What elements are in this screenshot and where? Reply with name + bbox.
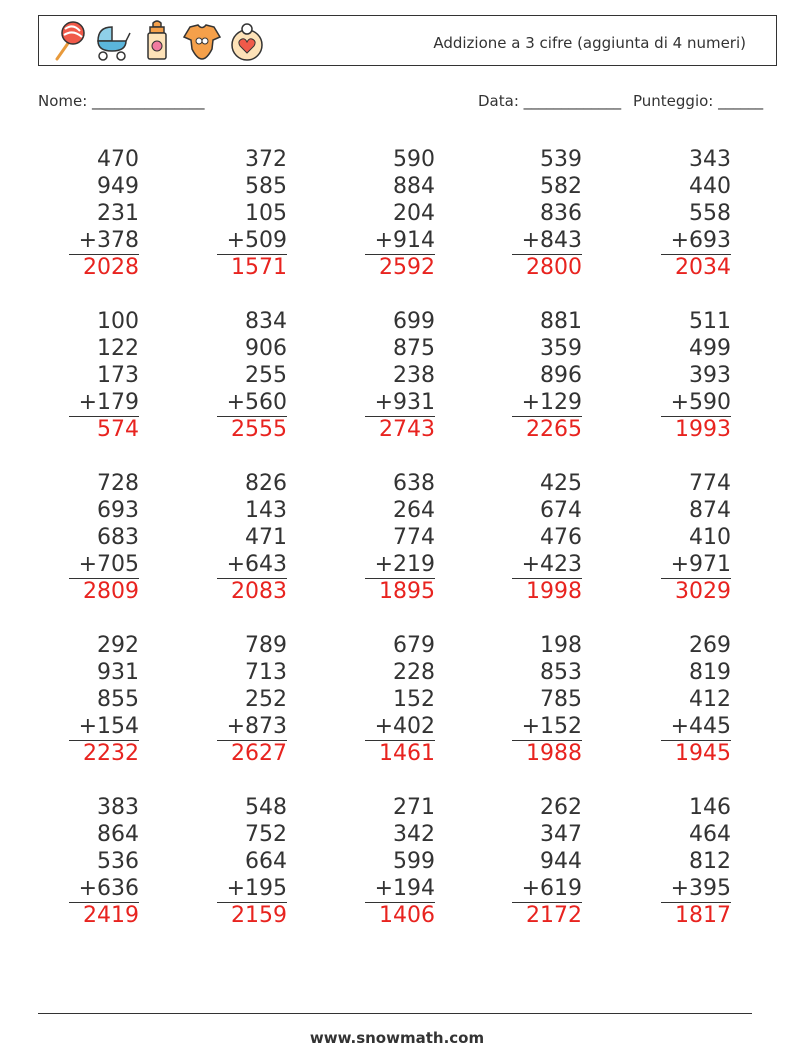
problem-addend: 412 (689, 687, 731, 712)
name-field: Nome: _______________ (38, 92, 205, 110)
problem-addend: 881 (540, 309, 582, 334)
problem-addend: 884 (393, 174, 435, 199)
problem-addend: 599 (393, 849, 435, 874)
addition-problem (217, 632, 287, 767)
problem-answer: 1945 (661, 740, 731, 767)
addition-problem (512, 308, 582, 443)
problem-addend: 826 (245, 471, 287, 496)
problem-addend: +445 (670, 714, 731, 739)
footer-divider (38, 1013, 752, 1014)
problem-addend: 864 (97, 822, 139, 847)
baby-onesie-icon (182, 19, 222, 63)
problem-addend: 372 (245, 147, 287, 172)
problem-addend: +219 (374, 552, 435, 577)
problem-answer: 1461 (365, 740, 435, 767)
addition-problem (217, 470, 287, 605)
problem-addend: 343 (689, 147, 731, 172)
problem-addend: 252 (245, 687, 287, 712)
problem-answer: 2034 (661, 254, 731, 281)
problem-addend: 100 (97, 309, 139, 334)
problem-addend: +619 (521, 876, 582, 901)
problem-addend: 944 (540, 849, 582, 874)
footer-website: www.snowmath.com (309, 1029, 485, 1047)
problem-addend: +402 (374, 714, 435, 739)
problem-addend: 292 (97, 633, 139, 658)
addition-problem (217, 308, 287, 443)
problem-addend: 785 (540, 687, 582, 712)
problem-addend: 931 (97, 660, 139, 685)
problem-answer: 2800 (512, 254, 582, 281)
lollipop-icon (47, 19, 87, 63)
addition-problem (512, 794, 582, 929)
addition-problem (69, 794, 139, 929)
problem-addend: 855 (97, 687, 139, 712)
problem-addend: 238 (393, 363, 435, 388)
problem-addend: 204 (393, 201, 435, 226)
problem-addend: 896 (540, 363, 582, 388)
addition-problem (661, 794, 731, 929)
addition-problem (365, 794, 435, 929)
problem-answer: 2592 (365, 254, 435, 281)
problem-addend: +590 (670, 390, 731, 415)
problem-addend: 464 (689, 822, 731, 847)
problem-addend: 122 (97, 336, 139, 361)
problem-addend: 539 (540, 147, 582, 172)
problem-addend: 693 (97, 498, 139, 523)
problem-addend: 393 (689, 363, 731, 388)
problem-addend: 812 (689, 849, 731, 874)
problem-addend: 789 (245, 633, 287, 658)
problem-addend: 699 (393, 309, 435, 334)
problem-addend: +873 (226, 714, 287, 739)
problem-addend: +378 (78, 228, 139, 253)
problem-addend: +509 (226, 228, 287, 253)
problem-addend: +179 (78, 390, 139, 415)
problem-answer: 3029 (661, 578, 731, 605)
worksheet-title: Addizione a 3 cifre (aggiunta di 4 numeri) (433, 34, 746, 52)
problem-addend: 269 (689, 633, 731, 658)
problem-addend: +129 (521, 390, 582, 415)
problem-addend: 679 (393, 633, 435, 658)
problem-addend: 585 (245, 174, 287, 199)
problem-answer: 2159 (217, 902, 287, 929)
problem-addend: 231 (97, 201, 139, 226)
problem-addend: 834 (245, 309, 287, 334)
addition-problem (661, 146, 731, 281)
problem-addend: 425 (540, 471, 582, 496)
problem-addend: 906 (245, 336, 287, 361)
problem-addend: 105 (245, 201, 287, 226)
problem-answer: 1571 (217, 254, 287, 281)
problem-addend: 271 (393, 795, 435, 820)
problem-answer: 2083 (217, 578, 287, 605)
problem-addend: +636 (78, 876, 139, 901)
problem-answer: 574 (69, 416, 139, 443)
problem-addend: +560 (226, 390, 287, 415)
problem-addend: 819 (689, 660, 731, 685)
problem-addend: +643 (226, 552, 287, 577)
header-box (38, 15, 777, 66)
problem-addend: 499 (689, 336, 731, 361)
addition-problem (217, 146, 287, 281)
addition-problem (661, 308, 731, 443)
problem-addend: 143 (245, 498, 287, 523)
problem-addend: +693 (670, 228, 731, 253)
problem-addend: 853 (540, 660, 582, 685)
problem-addend: 347 (540, 822, 582, 847)
problem-answer: 2028 (69, 254, 139, 281)
problem-addend: +395 (670, 876, 731, 901)
problem-addend: 558 (689, 201, 731, 226)
problem-addend: 383 (97, 795, 139, 820)
addition-problem (69, 308, 139, 443)
problem-addend: 262 (540, 795, 582, 820)
problem-addend: 590 (393, 147, 435, 172)
addition-problem (512, 470, 582, 605)
problem-answer: 2627 (217, 740, 287, 767)
problem-answer: 1406 (365, 902, 435, 929)
problem-addend: +843 (521, 228, 582, 253)
problem-answer: 2419 (69, 902, 139, 929)
info-row (38, 92, 770, 114)
problem-addend: 713 (245, 660, 287, 685)
addition-problem (365, 146, 435, 281)
addition-problem (69, 470, 139, 605)
problem-addend: 683 (97, 525, 139, 550)
addition-problem (69, 632, 139, 767)
problem-addend: 874 (689, 498, 731, 523)
addition-problem (69, 146, 139, 281)
problem-answer: 1895 (365, 578, 435, 605)
problem-addend: 410 (689, 525, 731, 550)
problem-addend: 359 (540, 336, 582, 361)
problem-addend: 536 (97, 849, 139, 874)
problem-answer: 2555 (217, 416, 287, 443)
problem-addend: 255 (245, 363, 287, 388)
problem-answer: 1993 (661, 416, 731, 443)
problem-addend: 582 (540, 174, 582, 199)
problem-addend: 752 (245, 822, 287, 847)
problem-addend: 664 (245, 849, 287, 874)
problem-addend: +971 (670, 552, 731, 577)
baby-stroller-icon (92, 19, 132, 63)
problem-answer: 2232 (69, 740, 139, 767)
problem-addend: +914 (374, 228, 435, 253)
addition-problem (365, 470, 435, 605)
problem-answer: 2265 (512, 416, 582, 443)
problem-answer: 1998 (512, 578, 582, 605)
problem-addend: +152 (521, 714, 582, 739)
problem-answer: 1817 (661, 902, 731, 929)
problem-addend: +154 (78, 714, 139, 739)
baby-bottle-icon (137, 19, 177, 63)
icon-row (47, 19, 267, 63)
problem-addend: 674 (540, 498, 582, 523)
problem-addend: 836 (540, 201, 582, 226)
addition-problem (512, 632, 582, 767)
problem-addend: 638 (393, 471, 435, 496)
problem-addend: 152 (393, 687, 435, 712)
date-field: Data: _____________ (478, 92, 622, 110)
problem-addend: +705 (78, 552, 139, 577)
problem-addend: 476 (540, 525, 582, 550)
addition-problem (512, 146, 582, 281)
problem-addend: 173 (97, 363, 139, 388)
addition-problem (661, 632, 731, 767)
problem-addend: 264 (393, 498, 435, 523)
problem-addend: 875 (393, 336, 435, 361)
addition-problem (217, 794, 287, 929)
problem-answer: 2809 (69, 578, 139, 605)
problem-addend: 470 (97, 147, 139, 172)
problem-addend: 146 (689, 795, 731, 820)
problem-addend: 774 (689, 471, 731, 496)
problem-addend: 342 (393, 822, 435, 847)
problem-addend: 728 (97, 471, 139, 496)
problem-answer: 2743 (365, 416, 435, 443)
problem-addend: 774 (393, 525, 435, 550)
problem-addend: 548 (245, 795, 287, 820)
problem-addend: 228 (393, 660, 435, 685)
problem-addend: 440 (689, 174, 731, 199)
problem-addend: 471 (245, 525, 287, 550)
problem-addend: 949 (97, 174, 139, 199)
problem-addend: +195 (226, 876, 287, 901)
problem-answer: 2172 (512, 902, 582, 929)
problem-addend: +194 (374, 876, 435, 901)
problem-addend: 511 (689, 309, 731, 334)
addition-problem (661, 470, 731, 605)
problem-addend: +931 (374, 390, 435, 415)
score-field: Punteggio: ______ (633, 92, 764, 110)
problem-answer: 1988 (512, 740, 582, 767)
problem-addend: 198 (540, 633, 582, 658)
addition-problem (365, 632, 435, 767)
baby-bib-icon (227, 19, 267, 63)
addition-problem (365, 308, 435, 443)
problem-addend: +423 (521, 552, 582, 577)
